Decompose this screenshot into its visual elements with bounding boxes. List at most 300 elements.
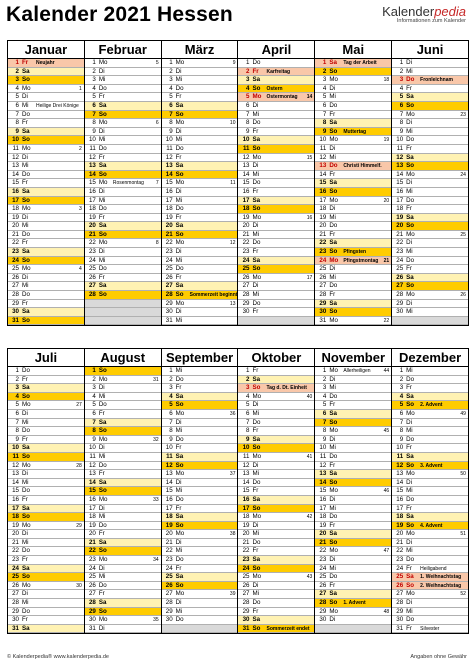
weekday-label: Fr bbox=[98, 273, 105, 281]
day-cell bbox=[315, 274, 391, 283]
day-number: 21 bbox=[242, 230, 250, 238]
weekday-label: Do bbox=[252, 599, 261, 607]
week-number: 7 bbox=[155, 180, 159, 187]
month-header: Juni bbox=[416, 42, 444, 57]
weekday-label: Mi bbox=[98, 256, 106, 264]
day-cell bbox=[85, 565, 161, 574]
day-cell bbox=[315, 582, 391, 591]
day-number: 9 bbox=[399, 435, 404, 443]
weekday-label: Do bbox=[22, 427, 30, 435]
day-cell bbox=[392, 68, 468, 77]
day-cell bbox=[8, 539, 84, 548]
weekday-label: Sa bbox=[252, 435, 261, 443]
day-cell bbox=[8, 205, 84, 214]
week-number: 52 bbox=[460, 591, 466, 598]
day-cell bbox=[162, 401, 238, 410]
day-number: 7 bbox=[399, 418, 404, 426]
day-cell bbox=[162, 179, 238, 188]
day-cell bbox=[85, 453, 161, 462]
day-number: 2 bbox=[169, 375, 173, 383]
day-cell bbox=[162, 265, 238, 274]
weekday-label: So bbox=[406, 101, 415, 109]
day-number: 29 bbox=[319, 299, 327, 307]
day-cell bbox=[85, 547, 161, 556]
day-cell bbox=[238, 513, 314, 522]
day-number: 28 bbox=[165, 291, 173, 299]
day-cell bbox=[85, 239, 161, 248]
day-cell bbox=[392, 616, 468, 625]
weekday-label: Do bbox=[406, 196, 415, 204]
day-number: 23 bbox=[396, 556, 404, 564]
day-number: 5 bbox=[322, 93, 327, 101]
weekday-label: So bbox=[252, 84, 261, 92]
day-number: 8 bbox=[15, 427, 19, 435]
weekday-label: Mo bbox=[98, 435, 108, 443]
holiday-label: 2. Advent bbox=[420, 402, 443, 409]
weekday-label: Di bbox=[175, 599, 182, 607]
day-number: 22 bbox=[319, 239, 327, 247]
weekday-label: Fr bbox=[252, 367, 259, 374]
day-number: 12 bbox=[396, 153, 404, 161]
weekday-label: Di bbox=[175, 67, 182, 75]
day-number: 28 bbox=[319, 599, 327, 607]
day-number: 19 bbox=[242, 213, 250, 221]
day-cell bbox=[315, 257, 391, 266]
weekday-label: Fr bbox=[22, 495, 28, 503]
weekday-label: So bbox=[329, 187, 338, 195]
day-number: 29 bbox=[12, 607, 19, 615]
day-number: 13 bbox=[12, 162, 19, 170]
day-number: 10 bbox=[165, 444, 173, 452]
weekday-label: Do bbox=[329, 573, 338, 581]
day-number: 26 bbox=[165, 273, 173, 281]
day-cell bbox=[238, 119, 314, 128]
day-cell bbox=[85, 384, 161, 393]
day-number: 21 bbox=[319, 538, 327, 546]
day-number: 9 bbox=[15, 127, 19, 135]
day-cell bbox=[162, 119, 238, 128]
day-number: 7 bbox=[246, 110, 250, 118]
day-number: 15 bbox=[12, 487, 19, 495]
holiday-label: Silvester bbox=[420, 625, 440, 632]
day-cell bbox=[162, 85, 238, 94]
weekday-label: Sa bbox=[22, 67, 30, 75]
day-cell bbox=[238, 393, 314, 402]
day-cell bbox=[392, 197, 468, 206]
weekday-label: Fr bbox=[406, 624, 412, 632]
day-number: 2 bbox=[15, 375, 19, 383]
weekday-label: Sa bbox=[175, 162, 184, 170]
weekday-label: So bbox=[329, 478, 338, 486]
day-number: 6 bbox=[322, 101, 327, 109]
day-number: 22 bbox=[242, 239, 250, 247]
weekday-label: So bbox=[406, 282, 415, 290]
weekday-label: Fr bbox=[22, 435, 28, 443]
day-cell bbox=[315, 547, 391, 556]
day-cell bbox=[162, 410, 238, 419]
day-cell bbox=[238, 367, 314, 376]
day-number: 13 bbox=[165, 470, 173, 478]
day-number: 14 bbox=[396, 170, 404, 178]
weekday-label: Sa bbox=[329, 119, 337, 127]
day-cell bbox=[392, 59, 468, 68]
day-cell bbox=[85, 410, 161, 419]
day-cell bbox=[162, 197, 238, 206]
day-cell bbox=[315, 119, 391, 128]
day-cell bbox=[315, 573, 391, 582]
day-number: 24 bbox=[242, 564, 250, 572]
day-cell bbox=[315, 436, 391, 445]
weekday-label: Mo bbox=[329, 427, 338, 435]
day-cell bbox=[238, 128, 314, 137]
day-cell bbox=[162, 367, 238, 376]
weekday-label: So bbox=[252, 144, 261, 152]
month-column bbox=[392, 367, 468, 633]
day-number: 20 bbox=[12, 222, 19, 230]
day-number: 8 bbox=[246, 427, 250, 435]
logo-brand-a: Kalender bbox=[382, 4, 435, 19]
weekday-label: Fr bbox=[98, 93, 105, 101]
day-number: 11 bbox=[12, 144, 19, 152]
day-cell bbox=[238, 444, 314, 453]
weekday-label: Do bbox=[252, 239, 261, 247]
day-number: 6 bbox=[15, 409, 19, 417]
weekday-label: Di bbox=[252, 222, 259, 230]
month-header: November bbox=[315, 349, 392, 366]
weekday-label: Sa bbox=[175, 513, 184, 521]
weekday-label: So bbox=[329, 127, 338, 135]
day-number: 17 bbox=[396, 196, 404, 204]
day-number: 3 bbox=[246, 384, 250, 392]
weekday-label: So bbox=[22, 513, 30, 521]
day-number: 27 bbox=[242, 590, 250, 598]
day-number: 22 bbox=[396, 239, 404, 247]
day-number: 5 bbox=[246, 401, 250, 409]
weekday-label: Mi bbox=[98, 452, 106, 460]
day-number: 4 bbox=[322, 84, 327, 92]
weekday-label: Do bbox=[252, 478, 261, 486]
day-number: 4 bbox=[399, 392, 404, 400]
day-number: 24 bbox=[396, 564, 404, 572]
weekday-label: Fr bbox=[22, 299, 28, 307]
day-number: 23 bbox=[88, 248, 96, 256]
day-cell bbox=[162, 393, 238, 402]
weekday-label: Sa bbox=[406, 392, 414, 400]
day-cell bbox=[85, 197, 161, 206]
weekday-label: So bbox=[175, 401, 184, 409]
day-number: 27 bbox=[396, 282, 404, 290]
day-number: 8 bbox=[246, 119, 250, 127]
holiday-label: Karfreitag bbox=[266, 68, 291, 75]
day-cell bbox=[162, 76, 238, 85]
holiday-label: Neujahr bbox=[36, 60, 55, 66]
weekday-label: Mo bbox=[98, 616, 108, 624]
day-cell bbox=[392, 282, 468, 291]
day-cell bbox=[8, 453, 84, 462]
weekday-label: Di bbox=[175, 478, 182, 486]
day-number: 3 bbox=[322, 76, 327, 84]
day-number: 2 bbox=[322, 67, 327, 75]
day-cell bbox=[392, 496, 468, 505]
day-cell bbox=[238, 530, 314, 539]
day-cell bbox=[392, 608, 468, 617]
weekday-label: So bbox=[252, 265, 261, 273]
weekday-label: So bbox=[98, 110, 107, 118]
day-number: 27 bbox=[396, 590, 404, 598]
weekday-label: Mo bbox=[252, 213, 262, 221]
day-number: 18 bbox=[12, 205, 19, 213]
day-cell bbox=[238, 162, 314, 171]
day-cell bbox=[392, 582, 468, 591]
day-number: 7 bbox=[322, 418, 327, 426]
weekday-label: Mi bbox=[406, 308, 413, 316]
month-header: März bbox=[162, 41, 239, 58]
month-column bbox=[392, 59, 468, 325]
day-number: 21 bbox=[12, 230, 19, 238]
weekday-label: Mi bbox=[22, 222, 29, 230]
day-number: 1 bbox=[399, 59, 404, 66]
weekday-label: Sa bbox=[98, 538, 107, 546]
day-cell bbox=[315, 222, 391, 231]
weekday-label: Do bbox=[329, 101, 338, 109]
day-cell bbox=[8, 300, 84, 309]
weekday-label: Sa bbox=[252, 495, 261, 503]
day-cell bbox=[8, 248, 84, 257]
day-number: 9 bbox=[246, 435, 250, 443]
day-cell bbox=[8, 556, 84, 565]
weekday-label: Sa bbox=[329, 409, 337, 417]
day-number: 14 bbox=[396, 478, 404, 486]
weekday-label: Di bbox=[98, 127, 105, 135]
weekday-label: Sa bbox=[329, 590, 337, 598]
day-cell bbox=[238, 608, 314, 617]
weekday-label: Do bbox=[406, 556, 415, 564]
weekday-label: Mi bbox=[22, 282, 29, 290]
weekday-label: So bbox=[406, 521, 415, 529]
day-number: 12 bbox=[165, 461, 173, 469]
day-cell bbox=[392, 556, 468, 565]
week-number: 20 bbox=[383, 197, 390, 204]
weekday-label: Fr bbox=[252, 248, 259, 256]
day-number: 6 bbox=[92, 409, 96, 417]
day-number: 13 bbox=[396, 470, 404, 478]
weekday-label: Fr bbox=[98, 470, 105, 478]
day-number: 12 bbox=[88, 461, 96, 469]
day-cell bbox=[392, 231, 468, 240]
day-number: 1 bbox=[322, 367, 327, 374]
day-number: 27 bbox=[165, 590, 173, 598]
day-cell bbox=[392, 522, 468, 531]
day-number: 14 bbox=[12, 478, 19, 486]
day-number: 22 bbox=[12, 547, 19, 555]
weekday-label: Di bbox=[252, 162, 259, 170]
day-number: 4 bbox=[169, 392, 173, 400]
weekday-label: Sa bbox=[329, 299, 337, 307]
weekday-label: Mo bbox=[329, 196, 338, 204]
day-number: 16 bbox=[396, 495, 404, 503]
day-cell bbox=[238, 145, 314, 154]
weekday-label: Fr bbox=[406, 444, 412, 452]
weekday-label: Do bbox=[98, 461, 107, 469]
day-number: 8 bbox=[322, 119, 327, 127]
day-number: 3 bbox=[15, 76, 19, 84]
day-number: 29 bbox=[396, 607, 404, 615]
day-number: 19 bbox=[319, 521, 327, 529]
weekday-label: Fr bbox=[98, 213, 105, 221]
weekday-label: Mo bbox=[175, 590, 185, 598]
day-cell bbox=[85, 300, 161, 309]
weekday-label: Mi bbox=[406, 547, 413, 555]
day-number: 23 bbox=[165, 248, 173, 256]
day-number: 10 bbox=[319, 136, 327, 144]
day-number: 30 bbox=[396, 616, 404, 624]
day-number: 16 bbox=[319, 187, 327, 195]
day-cell bbox=[392, 188, 468, 197]
day-number: 15 bbox=[319, 179, 327, 187]
day-cell bbox=[392, 119, 468, 128]
day-number: 25 bbox=[319, 265, 327, 273]
weekday-label: So bbox=[22, 256, 30, 264]
weekday-label: Mi bbox=[22, 478, 29, 486]
weekday-label: Sa bbox=[406, 573, 414, 581]
day-number: 3 bbox=[15, 384, 19, 392]
day-number: 9 bbox=[15, 435, 19, 443]
day-number: 12 bbox=[12, 461, 19, 469]
day-cell bbox=[238, 539, 314, 548]
week-number: 43 bbox=[306, 574, 313, 581]
day-cell bbox=[392, 85, 468, 94]
week-number: 15 bbox=[306, 154, 313, 161]
day-number: 16 bbox=[319, 495, 327, 503]
weekday-label: Fr bbox=[252, 607, 259, 615]
weekday-label: Fr bbox=[252, 308, 259, 316]
day-cell bbox=[8, 111, 84, 120]
day-cell bbox=[238, 197, 314, 206]
day-number: 29 bbox=[242, 299, 250, 307]
day-number: 27 bbox=[12, 590, 19, 598]
weekday-label: Mi bbox=[22, 101, 29, 109]
day-number: 16 bbox=[12, 495, 19, 503]
day-number: 18 bbox=[12, 513, 19, 521]
day-cell bbox=[162, 462, 238, 471]
day-number: 29 bbox=[88, 607, 96, 615]
month-column bbox=[315, 367, 392, 633]
weekday-label: Mi bbox=[175, 547, 183, 555]
weekday-label: Do bbox=[22, 170, 30, 178]
month-header: August bbox=[85, 349, 162, 366]
day-number: 17 bbox=[88, 196, 96, 204]
weekday-label: Mo bbox=[175, 59, 185, 66]
day-cell bbox=[8, 222, 84, 231]
day-cell bbox=[392, 300, 468, 309]
weekday-label: Di bbox=[406, 538, 412, 546]
weekday-label: Mi bbox=[175, 367, 183, 374]
day-cell bbox=[85, 393, 161, 402]
day-cell bbox=[392, 462, 468, 471]
day-cell bbox=[8, 599, 84, 608]
day-cell bbox=[8, 505, 84, 514]
month-header: Januar bbox=[8, 41, 85, 58]
day-number: 13 bbox=[88, 162, 96, 170]
day-number: 20 bbox=[242, 222, 250, 230]
weekday-label: So bbox=[329, 67, 338, 75]
week-number: 13 bbox=[229, 300, 236, 307]
weekday-label: Sa bbox=[252, 136, 261, 144]
holiday-label: 3. Advent bbox=[420, 462, 443, 469]
weekday-label: Di bbox=[175, 418, 182, 426]
day-cell bbox=[392, 539, 468, 548]
day-cell bbox=[238, 556, 314, 565]
month-column bbox=[315, 59, 392, 325]
weekday-label: Mo bbox=[22, 205, 31, 213]
weekday-label: So bbox=[252, 444, 261, 452]
day-cell bbox=[85, 462, 161, 471]
week-number: 8 bbox=[155, 240, 159, 247]
day-number: 15 bbox=[396, 487, 404, 495]
day-cell bbox=[392, 291, 468, 300]
day-cell bbox=[162, 128, 238, 137]
day-cell bbox=[8, 590, 84, 599]
weekday-label: Di bbox=[175, 538, 182, 546]
weekday-label: Di bbox=[406, 599, 412, 607]
day-number: 30 bbox=[12, 308, 19, 316]
weekday-label: Mi bbox=[98, 573, 106, 581]
holiday-label: Tag d. Dt. Einheit bbox=[266, 385, 307, 392]
weekday-label: Di bbox=[252, 401, 259, 409]
day-cell bbox=[162, 573, 238, 582]
holiday-label: Pfingsten bbox=[343, 249, 367, 256]
weekday-label: Fr bbox=[175, 153, 182, 161]
weekday-label: Do bbox=[98, 581, 107, 589]
day-cell bbox=[85, 436, 161, 445]
day-cell bbox=[85, 367, 161, 376]
weekday-label: Sa bbox=[329, 470, 337, 478]
weekday-label: Mo bbox=[175, 530, 185, 538]
day-cell bbox=[162, 308, 238, 317]
day-cell bbox=[85, 68, 161, 77]
weekday-label: Fr bbox=[252, 487, 259, 495]
day-number: 21 bbox=[12, 538, 19, 546]
weekday-label: Di bbox=[22, 409, 28, 417]
weekday-label: Do bbox=[175, 84, 184, 92]
day-number: 22 bbox=[12, 239, 19, 247]
day-number: 25 bbox=[165, 265, 173, 273]
day-cell bbox=[8, 145, 84, 154]
weekday-label: Do bbox=[98, 401, 107, 409]
weekday-label: Mi bbox=[175, 607, 183, 615]
weekday-label: Sa bbox=[22, 444, 30, 452]
day-number: 7 bbox=[246, 418, 250, 426]
weekday-label: Mo bbox=[406, 530, 415, 538]
weekday-label: Do bbox=[406, 375, 415, 383]
day-number: 13 bbox=[242, 470, 250, 478]
day-number: 26 bbox=[396, 581, 404, 589]
weekday-label: Di bbox=[252, 101, 259, 109]
day-cell bbox=[392, 154, 468, 163]
day-cell bbox=[162, 453, 238, 462]
weekday-label: Do bbox=[406, 256, 415, 264]
day-cell bbox=[8, 582, 84, 591]
day-number: 15 bbox=[12, 179, 19, 187]
week-number: 6 bbox=[155, 120, 159, 127]
weekday-label: Sa bbox=[329, 530, 337, 538]
weekday-label: Mo bbox=[329, 256, 339, 264]
logo-brand-b: pedia bbox=[434, 4, 466, 19]
day-cell bbox=[392, 171, 468, 180]
day-cell bbox=[85, 522, 161, 531]
day-number: 19 bbox=[12, 521, 19, 529]
weekday-label: Sa bbox=[252, 196, 261, 204]
